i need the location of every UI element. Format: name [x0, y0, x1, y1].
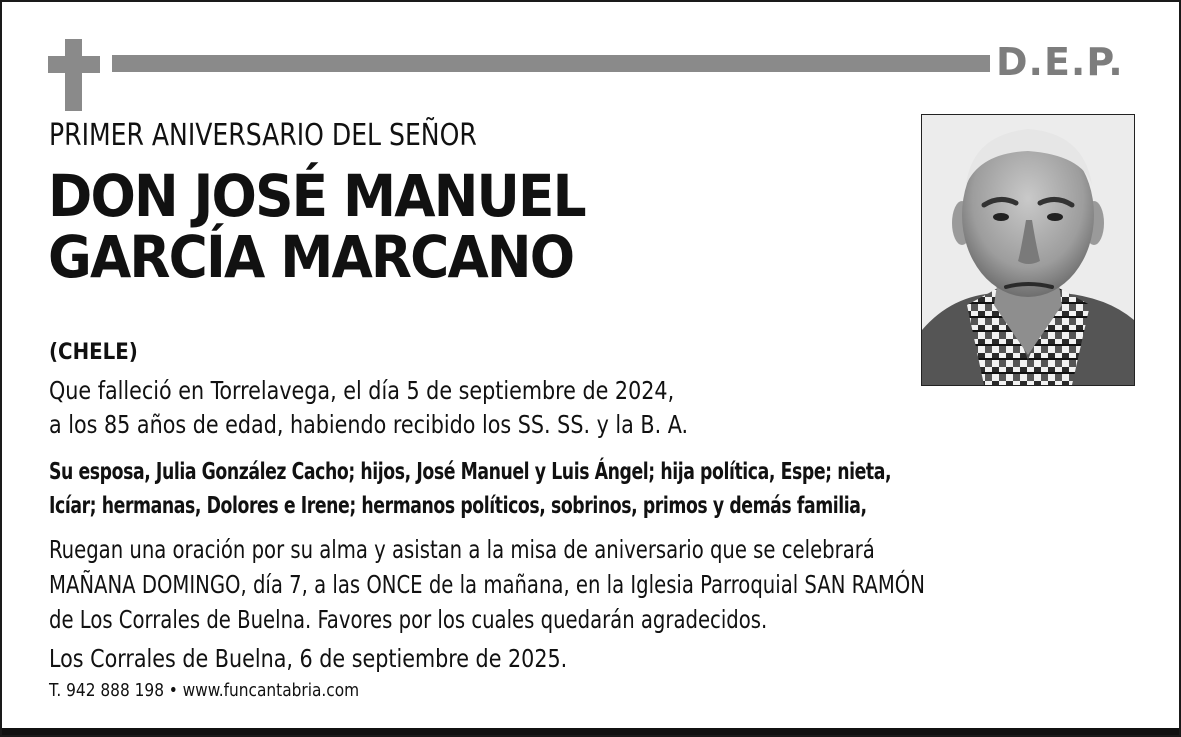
mass-announcement-line-3: de Los Corrales de Buelna. Favores por los cuales quedarán agradecidos.	[49, 605, 768, 634]
deceased-name-line-2: GARCÍA MARCANO	[48, 223, 574, 291]
mass-announcement-line-1: Ruegan una oración por su alma y asistan a la misa de aniversario que se celebrará	[49, 535, 875, 564]
family-list-line-2: Icíar; hermanas, Dolores e Irene; hermanos políticos, sobrinos, primos y demás familia,	[49, 493, 867, 519]
deceased-name-line-1: DON JOSÉ MANUEL	[48, 162, 585, 230]
dep-label: D.E.P.	[996, 40, 1124, 84]
header-rule	[112, 55, 990, 72]
portrait-photo	[921, 114, 1135, 386]
cross-icon	[48, 39, 100, 111]
contact-line	[49, 679, 359, 703]
nickname: (CHELE)	[49, 340, 138, 365]
website-link[interactable]: www.funcantabria.com	[182, 680, 360, 701]
mass-announcement-line-2: MAÑANA DOMINGO, día 7, a las ONCE de la mañana, en la Iglesia Parroquial SAN RAMÓN	[49, 570, 925, 599]
bottom-rule	[2, 728, 1179, 735]
contact-separator: •	[168, 680, 178, 701]
anniversary-heading: PRIMER ANIVERSARIO DEL SEÑOR	[49, 118, 477, 153]
place-and-date: Los Corrales de Buelna, 6 de septiembre de 2025.	[49, 644, 568, 673]
death-details-line-1: Que falleció en Torrelavega, el día 5 de septiembre de 2024,	[49, 376, 675, 405]
death-details	[49, 374, 688, 442]
mass-announcement	[49, 532, 925, 637]
family-list	[49, 455, 891, 523]
phone-number: T. 942 888 198	[49, 680, 164, 701]
deceased-name	[48, 162, 585, 291]
family-list-line-1: Su esposa, Julia González Cacho; hijos, José Manuel y Luis Ángel; hija política, Espe; nieta,	[49, 459, 892, 485]
death-details-line-2: a los 85 años de edad, habiendo recibido los SS. SS. y la B. A.	[49, 410, 689, 439]
